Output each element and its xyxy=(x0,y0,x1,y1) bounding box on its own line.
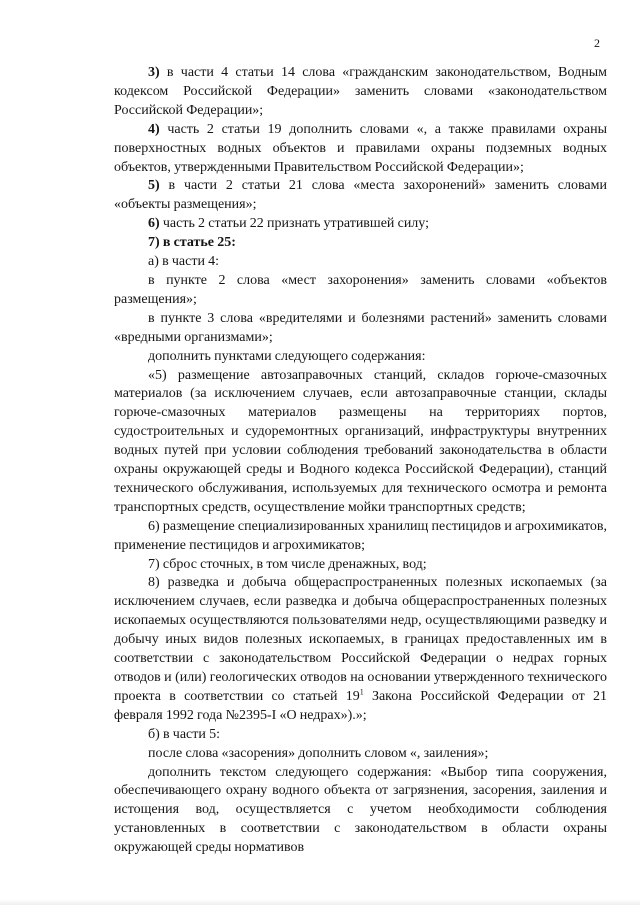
page-number: 2 xyxy=(594,36,600,50)
paragraph-new-point-6: 6) размещение специализированных хранилищ пестицидов и агрохимикатов, применение пестицидов и агрохимикатов; xyxy=(114,518,607,553)
paragraph-after-word: после слова «засорения» дополнить словом «, заиления»; xyxy=(148,745,489,761)
scan-edge xyxy=(0,899,640,905)
superscript: 1 xyxy=(359,687,364,697)
paragraph-item-4: 4) часть 2 статьи 19 дополнить словами «, а также правилами охраны поверхностных водных объектов и правилами охраны подземных водных объектов, утвержденными Правительством Российской Федерации»; xyxy=(114,121,607,175)
paragraph-new-point-7: 7) сброс сточных, в том числе дренажных, вод; xyxy=(148,556,427,572)
paragraph-item-5: 5) в части 2 статьи 21 слова «места захоронений» заменить словами «объекты размещения»; xyxy=(114,178,607,213)
paragraph-item-6: 6) часть 2 статьи 22 признать утратившей силу; xyxy=(148,216,429,232)
paragraph-point-3: в пункте 3 слова «вредителями и болезнями растений» заменить словами «вредными организмами»; xyxy=(114,310,607,345)
paragraph-point-2: в пункте 2 слова «мест захоронения» заменить словами «объектов размещения»; xyxy=(114,272,607,307)
paragraph-new-point-8: 8) разведка и добыча общераспространенных полезных ископаемых (за исключением случаев, если разведка и добыча общераспространенных полезных ископаемых осуществляются пользователями недр, осуществляющими разведку и добычу иных видов полезных ископаемых, в границах предоставленных им в соответствии с законодательством Российской Федерации о недрах горных отводов и (или) геологических отводов на основании утвержденного технического проекта в соответствии со статьей $19^1$ Закона Российской Федерации от 21 февраля 1992 года №2395-I «О недрах»).»; xyxy=(114,575,607,723)
paragraph-new-point-5: «5) размещение автозаправочных станций, складов горюче-смазочных материалов (за исключением случаев, если автозаправочные станции, склады горюче-смазочных материалов размещены на территориях портов, судостроительных и судоремонтных организаций, инфраструктуры внутренних водных путей при условии соблюдения требований законодательства в области охраны окружающей среды и Водного кодекса Российской Федерации), станций технического обслуживания, используемых для технического осмотра и ремонта транспортных средств, осуществление мойки транспортных средств; xyxy=(114,367,607,515)
document-body xyxy=(114,64,607,858)
paragraph-add-points: дополнить пунктами следующего содержания: xyxy=(148,348,426,364)
paragraph-item-7-heading: 7) в статье 25: xyxy=(148,235,236,251)
paragraph-subitem-b: б) в части 5: xyxy=(148,726,220,742)
paragraph-item-3: 3) в части 4 статьи 14 слова «гражданским законодательством, Водным кодексом Российской Федерации» заменить словами «законодательством Российской Федерации»; xyxy=(114,65,607,118)
paragraph-add-text: дополнить текстом следующего содержания: «Выбор типа сооружения, обеспечивающего охрану водного объекта от загрязнения, засорения, заиления и истощения вод, осуществляется с учетом необходимости соблюдения установленных в соответствии с законодательством в области охраны окружающей среды нормативов xyxy=(114,764,607,856)
paragraph-subitem-a: а) в части 4: xyxy=(148,254,220,270)
